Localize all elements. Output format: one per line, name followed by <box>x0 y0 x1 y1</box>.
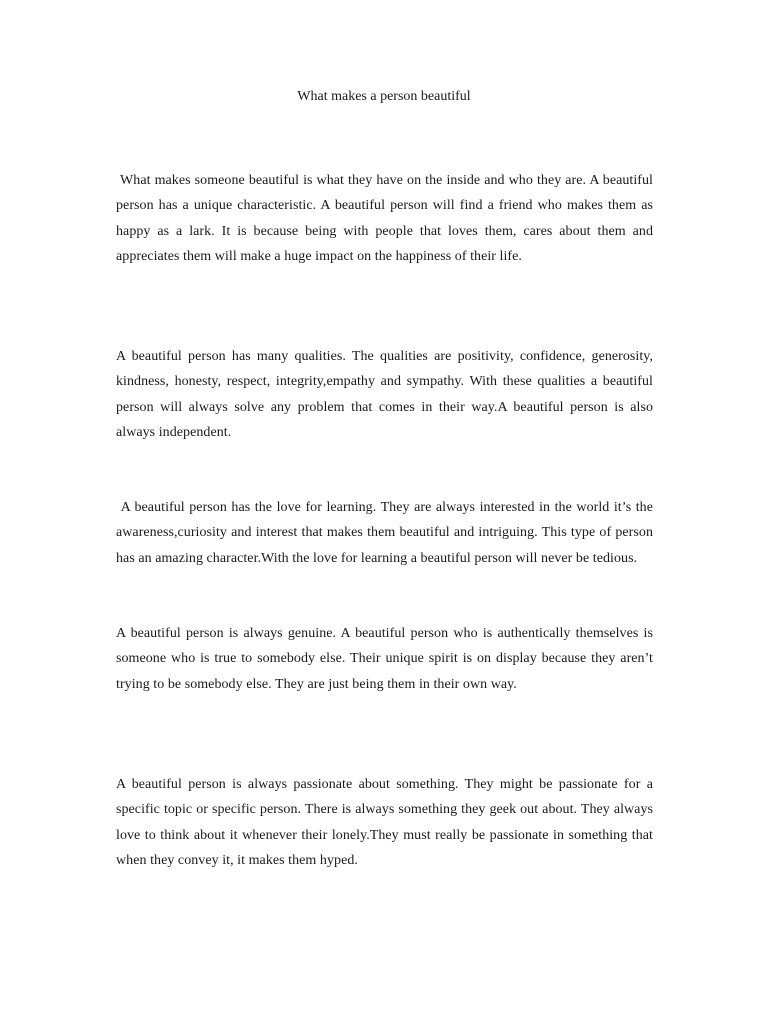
paragraph-3: A beautiful person has the love for learning. They are always interested in the world it’s the awareness,curiosity and interest that makes them beautiful and intriguing. This type of person has an amazing character.With the love for learning a beautiful person will never be tedious. <box>116 500 657 566</box>
document-title: What makes a person beautiful <box>297 89 471 104</box>
paragraph-2: A beautiful person has many qualities. The qualities are positivity, confidence, generosity, kindness, honesty, respect, integrity,empathy and sympathy. With these qualities a beautiful person will always solve any problem that comes in their way.A beautiful person is also always independent. <box>116 349 653 440</box>
paragraph-4: A beautiful person is always genuine. A beautiful person who is authentically themselves is someone who is true to somebody else. Their unique spirit is on display because they aren’t trying to be somebody else. They are just being them in their own way. <box>116 626 653 692</box>
paragraph-5: A beautiful person is always passionate about something. They might be passionate for a specific topic or specific person. There is always something they geek out about. They always love to think about it whenever their lonely.They must really be passionate in something that when they convey it, it makes them hyped. <box>116 777 653 868</box>
paragraph-1: What makes someone beautiful is what they have on the inside and who they are. A beautiful person has a unique characteristic. A beautiful person will find a friend who makes them as happy as a lark. It is because being with people that loves them, cares about them and appreciates them will make a huge impact on the happiness of their life. <box>116 173 657 264</box>
